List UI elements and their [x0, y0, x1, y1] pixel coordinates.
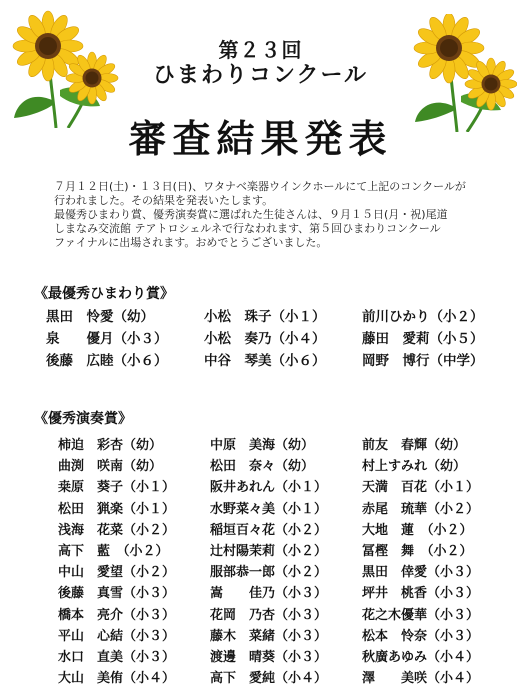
winner-entry: 冨樫 舞 （小２）: [362, 543, 473, 559]
intro-line: 最優秀ひまわり賞、優秀演奏賞に選ばれた生徒さんは、９月１５日(月・祝)尾道: [54, 208, 448, 221]
winner-row: [58, 499, 514, 520]
winner-entry: 辻村陽茉莉（小２）: [210, 543, 328, 559]
intro-line: ７月１２日(土)・１３日(日)、ワタナベ楽器ウインクホールにて上記のコンクールが: [54, 180, 466, 193]
winner-entry: 阪井あれん（小１）: [210, 480, 328, 496]
winner-entry: 秋廣あゆみ（小４）: [362, 649, 480, 665]
intro-line: ファイナルに出場されます。おめでとうございました。: [54, 236, 328, 249]
winner-row: [46, 350, 520, 372]
grand-prize-list: [46, 306, 520, 372]
winner-entry: 花岡 乃杏（小３）: [210, 607, 328, 623]
edition-number: 第２３回: [218, 38, 303, 62]
performance-prize-list: [58, 435, 514, 689]
winner-entry: 泉 優月（小３）: [46, 331, 168, 347]
winner-entry: 中原 美海（幼）: [210, 438, 315, 453]
performance-prize-heading: 《優秀演奏賞》: [34, 411, 132, 427]
winner-entry: 水野菜々美（小１）: [210, 501, 328, 517]
winner-entry: 曲渕 咲南（幼）: [58, 459, 163, 475]
winner-entry: 藤木 菜緒（小３）: [210, 628, 328, 644]
contest-name: ひまわりコンクール: [152, 63, 369, 88]
winner-entry: 村上すみれ（幼）: [362, 459, 467, 475]
winner-entry: 黒田 怜愛（幼）: [46, 309, 154, 325]
winner-entry: 松田 奈々（幼）: [210, 459, 315, 475]
winner-entry: 桒原 葵子（小１）: [58, 480, 176, 496]
winner-row: [58, 435, 514, 456]
winner-entry: 水口 直美（小３）: [58, 649, 176, 665]
winner-entry: 小松 奏乃（小４）: [204, 331, 326, 347]
winner-entry: 小松 珠子（小１）: [204, 309, 326, 325]
intro-line: 行われました。その結果を発表いたします。: [54, 194, 274, 207]
winner-row: [58, 583, 514, 604]
winner-entry: 稲垣百々花（小２）: [210, 522, 328, 538]
winner-row: [46, 306, 520, 328]
winner-entry: 赤尾 琉華（小２）: [362, 501, 480, 517]
grand-prize-heading: 《最優秀ひまわり賞》: [34, 286, 174, 302]
intro-line: しまなみ交流館 テアトロシェルネで行なわれます、第５回ひまわりコンクール: [54, 222, 441, 235]
winner-row: [58, 647, 514, 668]
winner-entry: 前友 春輝（幼）: [362, 438, 467, 453]
winner-row: [46, 328, 520, 350]
winner-row: [58, 626, 514, 647]
winner-row: [58, 477, 514, 498]
winner-entry: 大山 美侑（小４）: [58, 671, 176, 687]
winner-entry: 服部恭一郎（小２）: [210, 565, 328, 581]
winner-entry: 渡邊 晴葵（小３）: [210, 649, 328, 665]
winner-entry: 後藤 広睦（小６）: [46, 353, 168, 369]
winner-entry: 高下 愛純（小４）: [210, 671, 328, 687]
page-title: 審査結果発表: [128, 117, 393, 161]
winner-entry: 嵩 佳乃（小３）: [210, 586, 328, 602]
winner-entry: 松本 怜奈（小３）: [362, 628, 480, 644]
winner-entry: 大地 蓮 （小２）: [362, 522, 473, 538]
winner-entry: 中谷 琴美（小６）: [204, 353, 326, 369]
winner-row: [58, 562, 514, 583]
winner-entry: 前川ひかり（小２）: [362, 309, 484, 325]
winner-entry: 澤 美咲（小４）: [362, 671, 480, 687]
winner-row: [58, 520, 514, 541]
winner-entry: 後藤 真雪（小３）: [58, 586, 176, 602]
winner-entry: 柿迫 彩杏（幼）: [58, 438, 163, 453]
winner-entry: 黒田 倖愛（小３）: [362, 565, 480, 581]
winner-row: [58, 541, 514, 562]
intro-paragraph: [54, 180, 494, 250]
winner-entry: 中山 愛望（小２）: [58, 565, 176, 581]
winner-entry: 高下 藍 （小２）: [58, 543, 169, 559]
winner-entry: 花之木優華（小３）: [362, 607, 480, 623]
winner-row: [58, 605, 514, 626]
winner-entry: 岡野 博行（中学）: [362, 353, 484, 369]
winner-row: [58, 668, 514, 689]
winner-entry: 松田 猟楽（小１）: [58, 501, 176, 517]
winner-entry: 坪井 桃香（小３）: [362, 586, 480, 602]
winner-entry: 天満 百花（小１）: [362, 480, 480, 496]
winner-entry: 平山 心結（小３）: [58, 628, 176, 644]
winner-row: [58, 456, 514, 477]
winner-entry: 橋本 亮介（小３）: [58, 607, 176, 623]
winner-entry: 藤田 愛莉（小５）: [362, 331, 484, 347]
winner-entry: 浅海 花菜（小２）: [58, 522, 176, 538]
